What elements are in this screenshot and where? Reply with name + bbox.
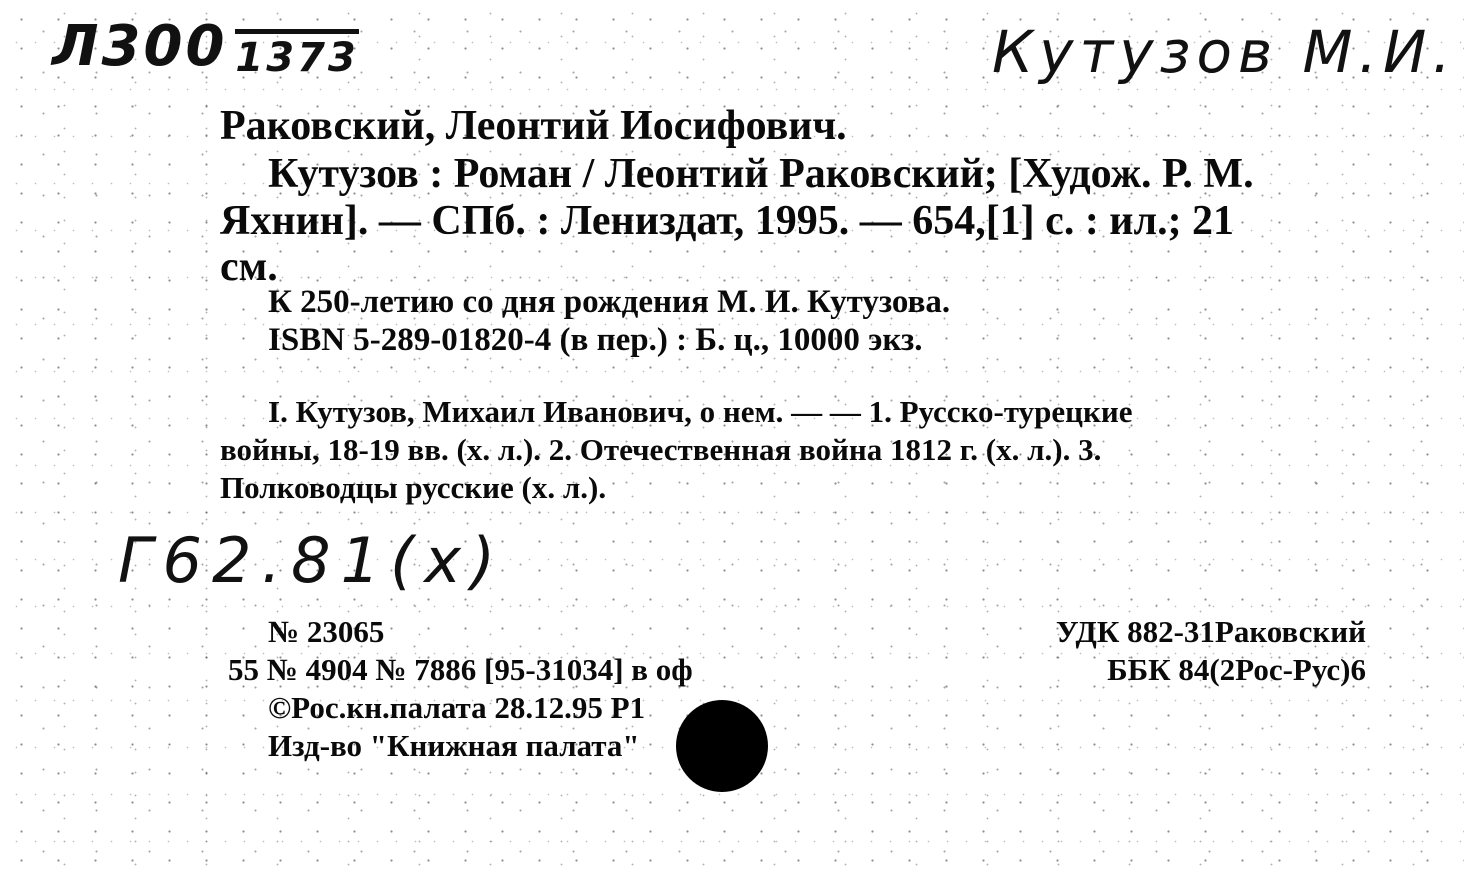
call-number-main: Л300 <box>52 14 228 79</box>
handwritten-title-note: Кутузов М.И. <box>992 18 1457 86</box>
udk-code: УДК 882-31Раковский <box>1055 614 1366 649</box>
isbn-line: ISBN 5-289-01820-4 (в пер.) : Б. ц., 10000 экз. <box>268 322 923 358</box>
anniversary-note: К 250-летию со дня рождения М. И. Кутузова. <box>268 284 951 320</box>
registry-numbers: 55 № 4904 № 7886 [95-31034] в оф <box>228 652 693 687</box>
call-number-sub: 1373 <box>235 29 358 80</box>
subject-line-2: войны, 18-19 вв. (х. л.). 2. Отечественная война 1812 г. (х. л.). 3. <box>220 432 1102 467</box>
record-number: № 23065 <box>268 614 385 649</box>
handwritten-call-number <box>52 14 359 80</box>
bbk-code: ББК 84(2Рос-Рус)6 <box>1107 652 1366 687</box>
copyright-line: ©Рос.кн.палата 28.12.95 Р1 <box>268 690 646 725</box>
handwritten-classification: Г62.81(х) <box>118 524 506 597</box>
publisher-line: Изд-во "Книжная палата" <box>268 728 640 763</box>
author-heading: Раковский, Леонтий Иосифович. <box>220 103 847 149</box>
title-line-2: Яхнин]. — СПб. : Лениздат, 1995. — 654,[1] с. : ил.; 21 <box>220 198 1235 244</box>
title-line-1: Кутузов : Роман / Леонтий Раковский; [Худож. Р. М. <box>268 151 1254 197</box>
punch-hole <box>676 700 768 792</box>
title-line-3: см. <box>220 244 278 290</box>
subject-line-3: Полководцы русские (х. л.). <box>220 470 607 505</box>
subject-line-1: I. Кутузов, Михаил Иванович, о нем. — — 1. Русско-турецкие <box>268 394 1133 429</box>
